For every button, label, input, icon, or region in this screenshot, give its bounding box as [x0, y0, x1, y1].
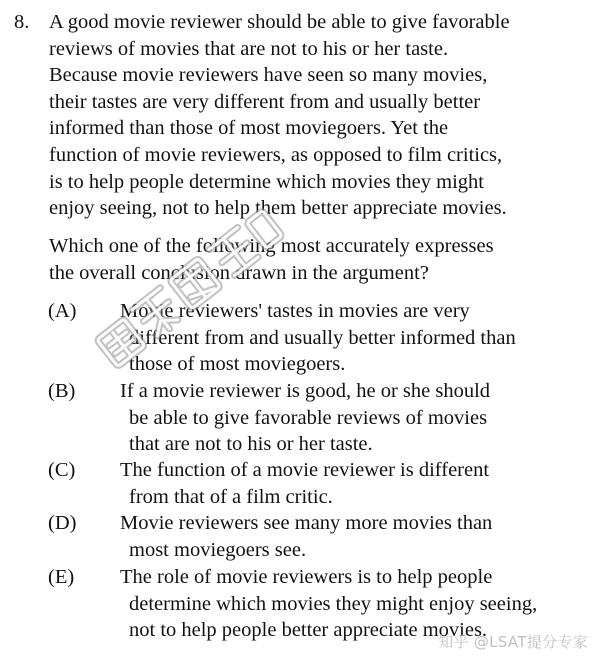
prompt-line: Which one of the following most accurately expresses — [49, 235, 494, 257]
question-prompt — [49, 233, 589, 286]
choice-text — [120, 378, 590, 458]
choice-line: determine which movies they might enjoy seeing, — [129, 592, 538, 615]
choice-line: most moviegoers see. — [129, 538, 307, 561]
choice-text — [120, 510, 590, 563]
stem-line: their tastes are very different from and usually better — [49, 90, 481, 113]
choice-line: Movie reviewers see many more movies than — [120, 512, 493, 534]
prompt-line: the overall conclusion drawn in the argument? — [49, 261, 429, 284]
choice-line: not to help people better appreciate movies. — [129, 619, 488, 642]
choice-letter: (A) — [48, 300, 77, 322]
question-stem — [49, 9, 589, 222]
stem-line: is to help people determine which movies they might — [49, 170, 484, 193]
choice-text — [120, 298, 590, 378]
choice-line: be able to give favorable reviews of movies — [129, 406, 488, 429]
choice-letter: (B) — [48, 380, 76, 402]
stem-line: Because movie reviewers have seen so many movies, — [49, 64, 488, 87]
choice-line: different from and usually better informed than — [129, 326, 516, 349]
choice-letter: (D) — [48, 512, 77, 534]
question-number: 8. — [14, 11, 30, 33]
choice-line: from that of a film critic. — [129, 485, 333, 508]
stem-line: A good movie reviewer should be able to give favorable — [49, 11, 510, 33]
stem-line: reviews of movies that are not to his or her taste. — [49, 37, 449, 60]
choice-letter: (E) — [48, 566, 75, 588]
stem-line: function of movie reviewers, as opposed to film critics, — [49, 143, 503, 166]
choice-line: The function of a movie reviewer is different — [120, 459, 490, 481]
choice-line: those of most moviegoers. — [129, 353, 346, 376]
watermark-text: 知乎 @LSAT提分专家 — [438, 633, 588, 651]
choice-text — [120, 457, 590, 510]
stem-line: enjoy seeing, not to help them better appreciate movies. — [49, 197, 507, 220]
choice-line: that are not to his or her taste. — [129, 433, 373, 456]
choice-line: The role of movie reviewers is to help people — [120, 566, 493, 588]
choice-line: If a movie reviewer is good, he or she should — [120, 380, 491, 402]
stem-line: informed than those of most moviegoers. Yet the — [49, 117, 449, 140]
choice-line: Movie reviewers' tastes in movies are very — [120, 300, 470, 322]
choice-letter: (C) — [48, 459, 76, 481]
